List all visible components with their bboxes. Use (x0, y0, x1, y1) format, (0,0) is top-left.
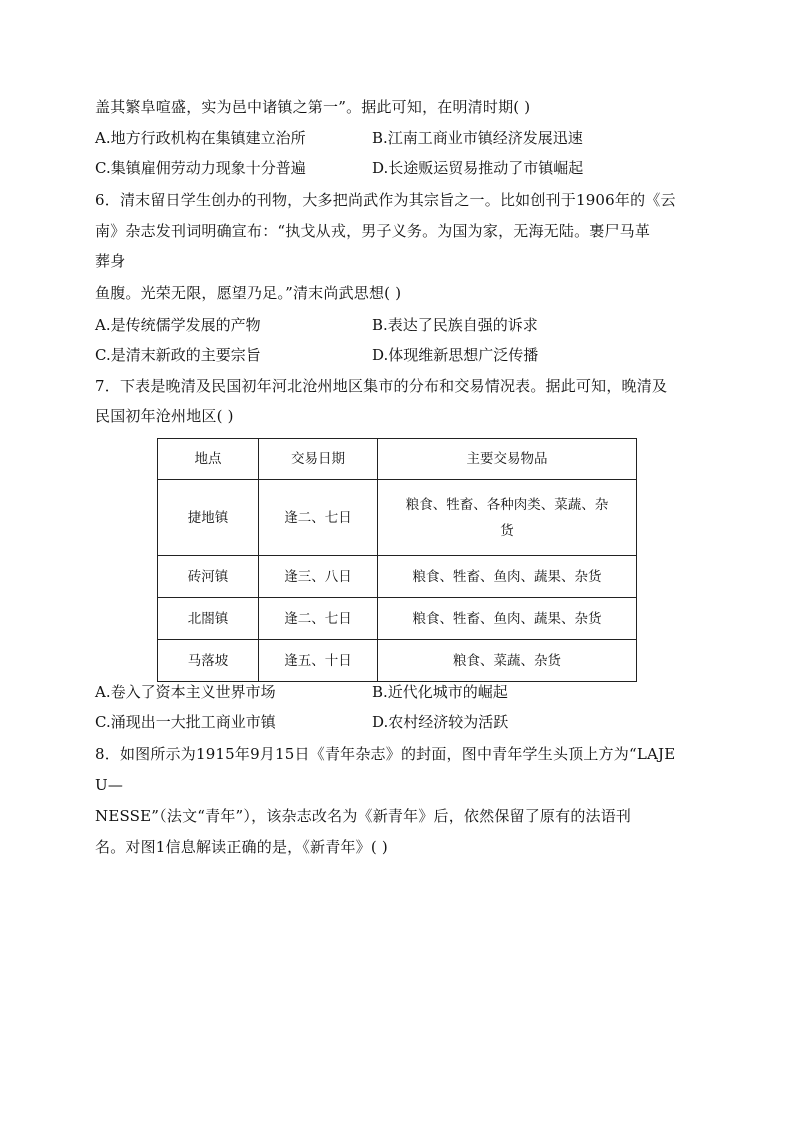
header-date: 交易日期 (259, 439, 378, 480)
q6-option-d: D.体现维新思想广泛传播 (372, 346, 539, 364)
table-row (158, 640, 637, 682)
q8-stem-line3: NESSE”（法文“青年”），该杂志改名为《新青年》后，依然保留了原有的法语刊 (95, 807, 632, 825)
q6-stem-line3: 葬身 (95, 252, 126, 270)
q5-stem-tail: 盖其繁阜喧盛，实为邑中诸镇之第一”。据此可知，在明清时期( ) (95, 98, 531, 116)
q5-option-b: B.江南工商业市镇经济发展迅速 (372, 129, 583, 147)
q6-stem-line2: 南》杂志发刊词明确宣布：“执戈从戎，男子义务。为国为家，无海无陆。裹尸马革 (95, 222, 651, 240)
cell-goods (378, 480, 637, 556)
q5-option-c: C.集镇雇佣劳动力现象十分普遍 (95, 159, 306, 177)
cell-goods-line: 货 (500, 522, 514, 539)
table-row (158, 598, 637, 640)
q8-stem-line1: 8．如图所示为1915年9月15日《青年杂志》的封面，图中青年学生头顶上方为“LAJE (95, 745, 676, 763)
cell-place: 马落坡 (158, 640, 259, 682)
q6-option-a: A.是传统儒学发展的产物 (95, 316, 261, 334)
q7-stem-line1: 7．下表是晚清及民国初年河北沧州地区集市的分布和交易情况表。据此可知，晚清及 (95, 377, 668, 395)
q7-option-b: B.近代化城市的崛起 (372, 683, 508, 701)
cell-date: 逢二、七日 (259, 598, 378, 640)
cell-place: 砖河镇 (158, 556, 259, 598)
q7-option-a: A.卷入了资本主义世界市场 (95, 683, 276, 701)
q7-option-d: D.农村经济较为活跃 (372, 713, 509, 731)
table-header-row (158, 439, 637, 480)
cell-goods: 粮食、菜蔬、杂货 (378, 640, 637, 682)
cell-place: 捷地镇 (158, 480, 259, 556)
q6-option-c: C.是清末新政的主要宗旨 (95, 346, 261, 364)
header-goods: 主要交易物品 (378, 439, 637, 480)
q8-stem-line4: 名。对图1信息解读正确的是，《新青年》( ) (95, 838, 388, 856)
cell-date: 逢二、七日 (259, 480, 378, 556)
cell-place: 北閤镇 (158, 598, 259, 640)
table-row (158, 556, 637, 598)
cell-goods: 粮食、牲畜、鱼肉、蔬果、杂货 (378, 556, 637, 598)
cell-date: 逢五、十日 (259, 640, 378, 682)
q5-option-a: A.地方行政机构在集镇建立治所 (95, 129, 306, 147)
q5-option-d: D.长途贩运贸易推动了市镇崛起 (372, 159, 584, 177)
table-row (158, 480, 637, 556)
cell-date: 逢三、八日 (259, 556, 378, 598)
q6-stem-line4: 鱼腹。光荣无限，愿望乃足。”清末尚武思想( ) (95, 284, 402, 302)
cell-goods: 粮食、牲畜、鱼肉、蔬果、杂货 (378, 598, 637, 640)
q6-option-b: B.表达了民族自强的诉求 (372, 316, 538, 334)
header-place: 地点 (158, 439, 259, 480)
q7-option-c: C.涌现出一大批工商业市镇 (95, 713, 276, 731)
q6-stem-line1: 6．清末留日学生创办的刊物，大多把尚武作为其宗旨之一。比如创刊于1906年的《云 (95, 191, 676, 209)
q7-stem-line2: 民国初年沧州地区( ) (95, 407, 234, 425)
cell-goods-line: 粮食、牲畜、各种肉类、菜蔬、杂 (405, 496, 609, 513)
q8-stem-line2: U— (95, 776, 124, 794)
market-table (157, 438, 637, 682)
